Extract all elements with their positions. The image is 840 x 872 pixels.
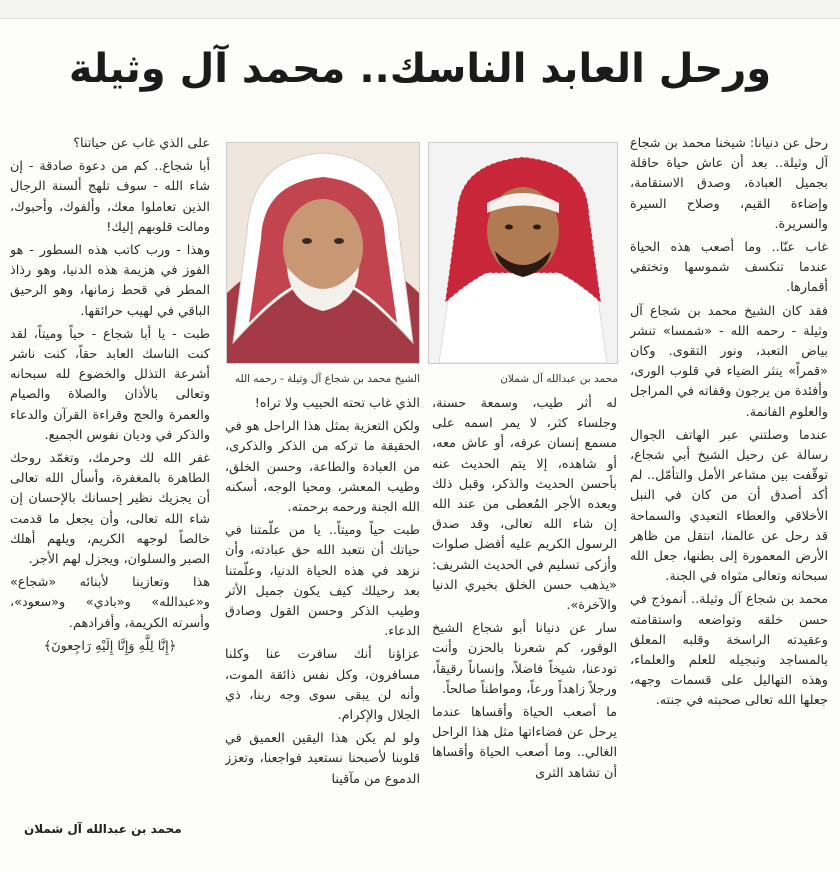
paragraph: محمد بن شجاع آل وثيلة.. أنموذج في حسن خلقه وتواضعه واستقامته وعقيدته الراسخة وقلبه المعلق بالمساجد وتبجيله للعلم والعلماء، وهذه التهاليل على قسمات وجهه، جعلها الله تعالى صحبته في جنته. bbox=[630, 592, 828, 709]
column-2 bbox=[225, 394, 420, 864]
paragraph: أبا شجاع.. كم من دعوة صادقة - إن شاء الله - سوف تلهج ألسنة الرجال الذين تعاملوا معك، وألفوك، وأحبوك، ومالت قلوبهم إليك! bbox=[10, 159, 210, 235]
paragraph: عزاؤنا أنك سافرت عنا وكلنا مسافرون، وكل نفس ذائقة الموت، وأنه لن يبقى سوى وجه ربنا، ذي الجلال والإكرام. bbox=[225, 647, 420, 724]
top-strip bbox=[0, 0, 840, 19]
paragraph: ولكن التعزية بمثل هذا الراحل هو في الحقيقة ما تركه من الذكر والذكرى، من العبادة والطاعة، وحسن الخلق، وطيب المعشر، ومحيا الوجه، أسكنه الله الجنة ورحمه برحمته. bbox=[225, 419, 420, 516]
paragraph: طبت - يا أبا شجاع - حياً وميتاً، لقد كنت الناسك العابد حقاً، كنت ناشر أشرعة التذلل والخضوع لله سبحانه وتعالى بالأذان والصلاة والصيام والعمرة والحج وقراءة القرآن والدعاء والذكر في وديان نفوس الجميع. bbox=[10, 326, 210, 443]
elder-portrait-image bbox=[227, 143, 419, 363]
author-photo-caption: محمد بن عبدالله آل شملان bbox=[500, 373, 618, 385]
paragraph: فقد كان الشيخ محمد بن شجاع آل وثيلة - رحمه الله - «شمسا» تنشر بياض التعبد، ونور التقوى. وكان «قمراً» ينثر الضياء في قلوب الورى، وأفئدة من يرجون وقفاته في المراجل والعلوم الفانمة. bbox=[630, 303, 828, 420]
paragraph: طبت حياً وميتاً.. يا من علّمتنا في حياتك أن نتعبد الله حق عبادته، وأن نزهد في هذه الحياة الدنيا، وعلّمتنا بعد رحيلك كيف يكون جميل الأثر وطيب الذكر وحسن القول وصادق الدعاء. bbox=[225, 523, 420, 640]
paragraph: عندما وصلتني عبر الهاتف الجوال رسالة عن رحيل الشيخ أبي شجاع، توقّفت بين مشاعر الأمل والتأمّل.. لم أكد أصدق أن من كان في النبل الأخلاقي والعطاء التعبدي والسماحة قد رحل عن عالمنا، انتقل من ظاهر الأرض المعمورة إلى بطنها، جعل الله سبحانه وتعالى مثواه في الجنة. bbox=[630, 427, 828, 585]
author-portrait-image bbox=[429, 143, 617, 363]
paragraph: ولو لم يكن هذا اليقين العميق في قلوبنا لأصبحنا نستعيد فواجعنا، وتعزز الدموع من مآقينا bbox=[225, 731, 420, 787]
paragraph: على الذي غاب عن حياتنا؟ bbox=[73, 136, 210, 151]
paragraph: ما أصعب الحياة وأقساها عندما يرحل عن فضاءاتها مثل هذا الراحل الغالي.. وما أصعب الحياة وأقساها أن تشاهد الثرى bbox=[432, 705, 617, 781]
paragraph: وهذا - ورب كاتب هذه السطور - هو الفوز في هزيمة هذه الدنيا، وهو رذاذ المطر في قحط زمانها، وهو الرحيق الباقي في لهيب حرائقها. bbox=[10, 243, 210, 319]
author-signature: محمد بن عبدالله آل شملان bbox=[24, 822, 182, 836]
column-4 bbox=[10, 134, 210, 834]
paragraph: رحل عن دنيانا: شيخنا محمد بن شجاع آل وثيلة.. بعد أن عاش حياة حافلة بجميل العبادة، وصدق الاستقامة، وإضاءة القيم، وصلاح السيرة والسريرة. bbox=[630, 136, 828, 232]
column-3 bbox=[432, 394, 617, 864]
headline: ورحل العابد الناسك.. محمد آل وثيلة bbox=[68, 46, 772, 92]
paragraph: هذا وتعازينا لأبنائه «شجاع» و«عبدالله» و«بادي» و«سعود»، وأسرته الكريمة، وأفرادهم. bbox=[10, 575, 210, 631]
column-1 bbox=[630, 134, 828, 846]
paragraph: له أثر طيب، وسمعة حسنة، وجلساء كثر، لا يمر اسمه على مسمع إنسان عرفه، أو عاش معه، أو شاهده، إلا يتم الحديث عنه بأحسن الحديث والذكر، وقبل ذلك وبعده الأجر المُعطى من عند الله إن شاء الله تعالى، وقد صدق الرسول الكريم عليه أفضل صلوات وأزكى تسليم في الحديث الشريف: «يذهب حسن الخلق بخيري الدنيا والآخرة». bbox=[432, 396, 617, 614]
deceased-photo-caption: الشيخ محمد بن شجاع آل وثيلة - رحمه الله bbox=[234, 373, 420, 385]
paragraph: الذي غاب تحته الحبيب ولا تراه! bbox=[254, 396, 420, 411]
deceased-photo bbox=[226, 142, 420, 364]
author-photo bbox=[428, 142, 618, 364]
paragraph: سار عن دنيانا أبو شجاع الشيخ الوقور، كم شعرنا بالحزن وأنت تودعنا، شيخاً فاضلاً، وإنساناً رقيقاً، ورجلاً زاهداً ورعاً، ومواطناً صالحاً. bbox=[432, 621, 617, 697]
paragraph: غفر الله لك وحرمك، وتغمّد روحك الطاهرة بالمغفرة، وأسأل الله تعالى أن يجزيك نظير إحسانك بالإحسان إن شاء الله تعالى، وأن يجعل ما قدمت خالصاً لوجهه الكريم، ويلهم أهلك الصبر والسلوان، ويجزل لهم الأجر. bbox=[10, 451, 210, 568]
quran-verse: ﴿إِنَّا لِلَّهِ وَإِنَّا إِلَيْهِ رَاجِعونَ﴾ bbox=[43, 638, 177, 654]
paragraph: غاب عنّا.. وما أصعب هذه الحياة عندما تنكسف شموسها وتختفي أقمارها. bbox=[630, 240, 828, 296]
